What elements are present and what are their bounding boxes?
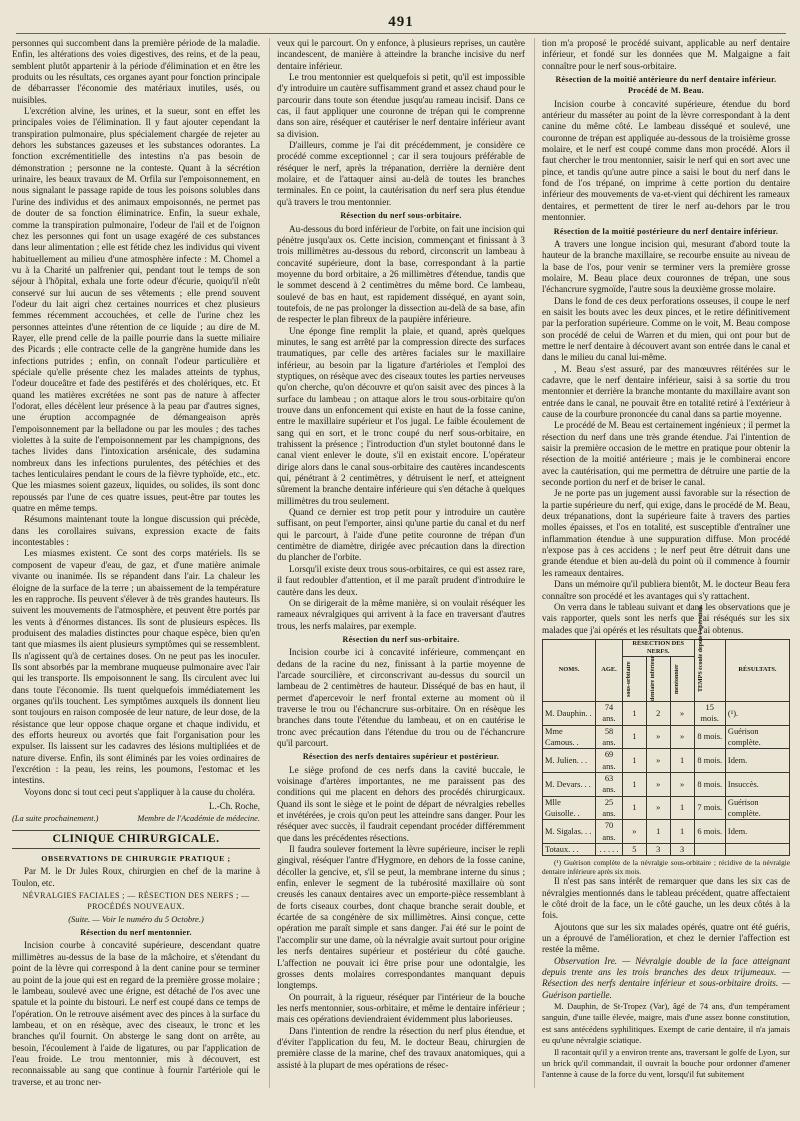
table-cell: » [646, 772, 670, 796]
paragraph: Dans le fond de ces deux perforations osseuses, il coupe le nerf en saisit les bouts avec les deux pinces, et le retire définitivement par la perforation supérieure. Comme on le voit, M. Beau compose son procédé de celui de Warren et du mien, qui ont pour but de mettre le nerf dentaire à découvert avant son entrée dans le canal et dans le milieu du canal lui-même. [542, 295, 790, 363]
table-row [543, 796, 790, 820]
table-total-row [543, 844, 790, 856]
paragraph: Il racontait qu'il y a environ trente ans, traversant le golfe de Lyon, sur un brick qu'il commandait, il ouvrait la bouche pour ordonner d'amener l'antenne à cause de la force du vent, lorsqu'il fut subitement [542, 1047, 790, 1080]
table-header-dentaire [646, 656, 670, 701]
article-subtitle: NÉVRALGIES FACIALES ; — RÉSECTION DES NERFS ; — PROCÉDÉS NOUVEAUX. [22, 891, 250, 912]
table-header-resection: RÉSECTION DES NERFS. [622, 639, 694, 656]
table-cell: 8 mois. [694, 772, 725, 796]
table-cell: . . . . . [596, 844, 623, 856]
table-cell: 69 ans. [596, 749, 623, 773]
paragraph: Incision courbe ici à concavité inférieure, commençant en dedans de la racine du nez, finissant à la partie moyenne de l'arcade sourcilière, et circonscrivant au-dessus du sourcil un lambeau de 2 centimètres de hauteur. Disséqué de bas en haut, il permet d'apercevoir le nerf frontal externe au moment où il traverse le trou ou l'échancrure sus-orbitaire. On en résèque les branches dans toute l'étendue du lambeau, et on en cautérise le tronc avec précaution dans l'étendue du trou ou de l'échancrure qu'il parcourt. [277, 647, 525, 748]
paragraph: On verra dans le tableau suivant et dans les observations que je vais rapporter, quels sont les nerfs que j'ai réséqués sur les six malades que j'ai opérés et les résultats que j'ai obtenus. [542, 601, 790, 635]
paragraph: Le trou mentonnier est quelquefois si petit, qu'il est impossible d'y introduire un cautère suffisamment grand et assez chaud pour le parcourir dans toute son étendue jusqu'au rameau incisif. Dans ce cas, il faut appliquer une couronne de trépan qui le comprenne dans son aire, réséquer et cautériser le nerf dentaire inférieur avant sa division. [277, 72, 525, 139]
table-row [543, 820, 790, 844]
paragraph: Le procédé de M. Beau est certainement ingénieux ; il permet la résection du nerf dans une très grande étendue. J'ai l'intention de saisir la première occasion de le mettre en pratique pour obtenir la résection de la moitié antérieure ; mais je le combinerai encore avec la cautérisation, qui me permettra de détruire une partie de la seconde portion du nerf et de briser le canal. [542, 420, 790, 488]
subsection-heading: Résection du nerf sus-orbitaire. [342, 634, 460, 644]
column-2 [269, 38, 525, 1088]
table-header-noms: NOMS. [543, 639, 596, 701]
paragraph: Au-dessous du bord inférieur de l'orbite, on fait une incision qui pénètre jusqu'aux os. Cette incision, commençant et finissant à 3 trois millimètres au-dessous du rebord, circonscrit un lambeau à concavité supérieure, dont la base, correspondant à la partie moyenne du bord orbitaire, a 26 millimètres d'étendue, tandis que le sommet descend à 2 centimètres du même bord. Ce lambeau, soulevé de bas en haut, est rapidement disséqué, en ayant soin, toutefois, de ne pas prolonger la dissection au-delà de sa base, afin de respecter le plan fibreux de la paupière inférieure. [277, 223, 525, 325]
subsection-heading: Résection de la moitié postérieure du nerf dentaire inférieur. [553, 226, 779, 236]
paragraph: personnes qui succombent dans la première période de la maladie. Enfin, les altérations des voies digestives, des reins, et de la peau, semblent plutôt appartenir à la période d'élimination et en être les produits ou les résultats, ces organes ayant pour fonction principale de débarrasser l'économie des matériaux inutiles, usés, ou nuisibles. [12, 38, 260, 105]
table-cell: M. Devars. . . [543, 772, 596, 796]
table-header-resultats: RÉSULTATS. [725, 639, 789, 701]
continuation-note: (Suite. — Voir le numéro du 5 Octobre.) [68, 913, 204, 924]
paragraph: M. Dauphin, de St-Tropez (Var), âgé de 74 ans, d'un tempérament sanguin, d'une taille élevée, maigre, mais d'une assez bonne constitution, est sans antécédens syphilitiques. Exempt de carie dentaire, il n'a jamais eu qu'une névralgie sciatique. [542, 1002, 790, 1046]
column-1 [12, 38, 260, 1088]
paragraph: D'ailleurs, comme je l'ai dit précédemment, je considère ce procédé comme exceptionnel ; car il sera toujours préférable de réséquer le nerf, après la trépanation, derrière la dernière dent molaire, et de l'attaquer ainsi au-delà de toutes les branches terminales. En ce point, la cautérisation du nerf sera plus étendue qu'à travers le trou mentonnier. [277, 140, 525, 207]
columns [12, 38, 790, 1088]
table-cell: 1 [670, 820, 694, 844]
divider [12, 830, 260, 831]
table-cell: 8 mois. [694, 725, 725, 749]
table-cell: 74 ans. [596, 701, 623, 725]
paragraph: On se dirigerait de la même manière, si on voulait réséquer les rameaux névralgiques qui arrivent à la face en traversant d'autres trous, les nerfs malaires, par exemple. [277, 597, 525, 631]
table-cell: (¹). [725, 701, 789, 725]
paragraph: Il faudra soulever fortement la lèvre supérieure, inciser le repli gingival, réséquer l'antre d'Hygmore, en dehors de la fosse canine, décoller la gencive, et, s'il se peut, la membrane interne du sinus ; enfin, enlever le segment de la tubérosité maxillaire où sont creusés les canaux dentaires avec un emporte-pièce ressemblant à de forts ciseaux courbes, dont chaque branche serait double, et écartée de sa congénère de six millimètres. Ainsi conçue, cette opération me paraît simple et sans danger. J'ai été sur le point de l'accomplir sur une dame, où la névralgie avait surtout pour origine les nerfs dentaires supérieur et postérieur du côté gauche. L'affection ne pouvait ici être prise pour une odontalgie, les grosses dents molaires correspondantes manquant depuis longtemps. [277, 844, 525, 991]
table-cell: 15 mois. [694, 701, 725, 725]
table-cell: 1 [622, 701, 646, 725]
table-cell: Idem. [725, 749, 789, 773]
table-cell: Insuccès. [725, 772, 789, 796]
table-cell: 7 mois. [694, 796, 725, 820]
article-title: OBSERVATIONS DE CHIRURGIE PRATIQUE ; [41, 854, 231, 864]
table-header-age: AGE. [596, 639, 623, 701]
table-row [543, 772, 790, 796]
table-cell: » [622, 820, 646, 844]
table-cell: Totaux. . . [543, 844, 596, 856]
subsection-heading: Résection de la moitié antérieure du nerf dentaire inférieur. Procédé de M. Beau. [555, 75, 777, 96]
table-cell [694, 844, 725, 856]
table-cell: 1 [670, 749, 694, 773]
paragraph: , M. Beau s'est assuré, par des manœuvres réitérées sur le cadavre, que le nerf dentaire inférieur, saisi à sa sortie du trou mentonnier et derrière la branche montante du maxillaire avant son entrée dans le canal, ne pouvait être en totalité retiré à l'extérieur à cause de la courbure prononcée du canal dans sa partie moyenne. [542, 363, 790, 419]
table-cell: Idem. [725, 820, 789, 844]
table-cell: 70 ans. [596, 820, 623, 844]
paragraph: Je ne porte pas un jugement aussi favorable sur la résection de la partie supérieure du nerf, qui exige, dans le procédé de M. Beau, deux trépanations, dont la supérieure faite à travers des parties molles épaisses, et l'os en totalité, est susceptible d'entraîner une inflammation étendue à une suppuration diffuse. Mon procédé n'expose pas à ces accidens ; le nerf peut être détruit dans une grande étendue et bien au-delà du point où il commence à fournir les rameaux dentaires. [542, 488, 790, 578]
table-cell: Mlle Guisolle. . [543, 796, 596, 820]
paragraph: Ajoutons que sur les six malades opérés, quatre ont été guéris, un a éprouvé de l'amélioration, et chez le dernier l'affection est restée la même. [542, 921, 790, 955]
author-signature: L.-Ch. Roche, [209, 801, 260, 812]
table-cell: Mme Camous. . [543, 725, 596, 749]
paragraph: Une éponge fine remplit la plaie, et quand, après quelques minutes, le sang est arrêté par la compression directe des surfaces traumatiques, par celle des artères faciales sur le maxillaire inférieur, au besoin par la ligature d'artérioles et l'emploi des styptiques, on résèque avec des ciseaux toutes les parties nerveuses qu'on cherche, qu'on découvre et qu'on saisit avec des pinces à la surface du lambeau ; on attaque alors le trou sous-orbitaire qu'on trouve dans un enfoncement qui existe en haut de la fosse canine, entre le maxillaire supérieur et l'os jugal. Le faible écoulement de sang qui en sort, et le tronc coupé du nerf sous-orbitaire, en trahissent la présence ; l'introduction d'un stylet boutonné dans le canal vient enlever le doute, s'il en existait encore. L'opérateur dirige alors dans le canal sous-orbitaire des cautères incandescents qui, pénétrant à 2 centimètres, y détruisent le nerf, et atteignent sûrement la branche dentaire inférieure qui s'en détache à quelques millimètres du trou seulement. [277, 325, 525, 506]
table-cell: 8 mois. [694, 749, 725, 773]
table-cell: 1 [646, 820, 670, 844]
table-header-temps [694, 605, 725, 701]
table-cell: » [646, 796, 670, 820]
column-3 [534, 38, 790, 1088]
table-header-sous-label: sous-orbitaire [625, 661, 632, 697]
table-header-ment-label: mentonnier [673, 664, 680, 694]
page-number: 491 [16, 14, 786, 34]
table-cell: Guérison complète. [725, 725, 789, 749]
table-cell: 1 [622, 796, 646, 820]
paragraph: Résumons maintenant toute la longue discussion qui précède, dans les corollaires suivans, expression exacte de faits incontestables : [12, 514, 260, 548]
table-cell: M. Sigalas. . . [543, 820, 596, 844]
subsection-heading: Résection des nerfs dentaires supérieur et postérieur. [302, 752, 500, 762]
table-cell: » [646, 725, 670, 749]
table-cell: » [646, 749, 670, 773]
paragraph: veux qui le parcourt. On y enfonce, à plusieurs reprises, un cautère incandescent, de manière à atteindre la branche incisive du nerf dentaire inférieur. [277, 38, 525, 71]
section-title: CLINIQUE CHIRURGICALE. [12, 834, 260, 849]
table-cell: 5 [622, 844, 646, 856]
table-row [543, 749, 790, 773]
paragraph: tion m'a proposé le procédé suivant, applicable au nerf dentaire inférieur, et fondé sur les données que M. Malgaigne a fait connaître pour le nerf sous-orbitaire. [542, 38, 790, 71]
paragraph: Voyons donc si tout ceci peut s'appliquer à la cause du choléra. [24, 786, 256, 797]
table-cell: 2 [646, 701, 670, 725]
subsection-heading: Résection du nerf sous-orbitaire. [340, 211, 462, 221]
paragraph: L'excrétion alvine, les urines, et la sueur, sont en effet les principales voies de l'élimination. Il y faut ajouter cependant la transpiration pulmonaire, plus spécialement chargée de rejeter au dehors les substances gazeuses et les substances odorantes. La fonction excrémentitielle des intestins n'a pas besoin de démonstration ; personne ne la conteste. Quant à la sécrétion urinaire, les beaux travaux de M. Orfila sur l'empoisonnement, en nous signalant le passage rapide de tous les poisons solubles dans l'urine des individus et des animaux empoisonnés, ne permet pas de douter de sa fonction éliminatrice. Enfin, la sueur exhale, comme la transpiration pulmonaire, l'odeur de l'ail et de l'oignon chez les personnes qui font un usage exagéré de ces substances dans leur alimentation ; elle est fétide chez les individus qui vivent habituellement au milieu d'une atmosphère infecte : M. Chomel a vu à la Charité un palfrenier qui, pendant tout le temps de son séjour à l'hôpital, exhala une forte odeur d'écurie, quoiqu'il n'eût conservé sur lui aucun de ses vêtements ; elle prend souvent l'odeur du lait aigri chez certaines nourrices et chez plusieurs femmes récemment accouchées, et celle de l'urine chez les personnes atteintes d'une rétention de ce liquide ; au dire de M. Rayer, elle prend celle de la paille pourrie dans la suette miliaire des Picards ; elle contracte celle de la gangrène humide dans les infections putrides ; enfin, on connaît l'odeur particulière et spéciale qu'elle présente chez les malades atteints de typhus, l'odeur douceâtre et fade des pestiférés et des cholériques, etc. Et quand les matières excrétées ne sont pas de nature à affecter l'odorat, elles décèlent leur présence à la peau par d'autres signes, une éruption accompagnée de démangeaison après l'empoisonnement par la belladone ou par les moules ; des taches violettes à la suite de l'empoisonnement par les champignons, des taches livides dans l'intoxication arsénicale, des sudamina nombreux dans les infections purulentes, des pétéchies et des taches lenticulaires pendant le cours de la fièvre typhoïde, etc., etc. Que les miasmes soient gazeux, liquides, ou solides, ils sont donc repoussés par l'une de ces quatre issues, peut-être par toutes les quatre en même temps. [12, 106, 260, 514]
table-cell: 3 [670, 844, 694, 856]
paragraph: Dans un mémoire qu'il publiera bientôt, M. le docteur Beau fera connaître son procédé et les avantages qui s'y rattachent. [542, 579, 790, 601]
paragraph: Lorsqu'il existe deux trous sous-orbitaires, ce qui est assez rare, il faut redoubler d'attention, et il me paraît prudent d'introduire le cautère dans les deux. [277, 563, 525, 597]
table-row [543, 701, 790, 725]
table-cell: 6 mois. [694, 820, 725, 844]
paragraph: On pourrait, à la rigueur, réséquer par l'intérieur de la bouche les nerfs mentonnier, sous-orbitaire, et même le dentaire inférieur ; mais ces opérations deviendraient évidemment plus laborieuses. [277, 991, 525, 1025]
table-row [543, 725, 790, 749]
subsection-heading: Résection du nerf mentonnier. [80, 928, 192, 938]
paragraph: Les miasmes existent. Ce sont des corps matériels. Ils se composent de vapeur d'eau, de gaz, et d'une matière animale vivante ou inanimée. Ils se répandent dans l'air. La chaleur les éloigne de la surface de la terre ; un abaissement de la température les en rapproche. Ils peuvent s'élever à de très grandes hauteurs. Ils suivent les mouvements de l'atmosphère, et peuvent être portés par les vents à d'énormes distances. Ils sont de plusieurs espèces. Ils produisent des maladies distinctes pour chaque espèce, bien qu'en tant que miasmes ils aient plusieurs symptômes qui se ressemblent. Ils n'agissent qu'à de certaines doses. On ne peut pas les inocuIer. Ils sont absorbés par la membrane muqueuse pulmonaire avec l'air qui les transporte. Ils empoisonnent le sang. Ils circulent avec lui dans toute l'économie. Ils tuent quelquefois immédiatement les organes qu'ils touchent. Les symptômes auxquels ils donnent lieu sont toujours en raison composée de leur nature, de leur dose, de la résistance que leur oppose chaque organe et chaque individu, et des efforts heureux ou avortés que fait l'organisation pour les expulser. Ils laissent sur les cadavres des lésions multipliées et de nature diverse. Enfin, ils sont éliminés par les voies ordinaires de l'excrétion : la peau, les reins, les poumons, l'estomac et les intestins. [12, 548, 260, 786]
paragraph: A travers une longue incision qui, mesurant d'abord toute la hauteur de la branche maxillaire, se recourbe ensuite au niveau de la base de l'os, pour venir se terminer vers la première grosse molaire, M. Beau place deux couronnes de trépan, une sous l'échancrure sygmoïde, l'autre sous la deuxième grosse molaire. [542, 238, 790, 295]
table-cell [725, 844, 789, 856]
article-author: Par M. le Dr Jules Roux, chirurgien en chef de la marine à Toulon, etc. [12, 866, 260, 888]
table-header-dentaire-label: dentaire inférieur [649, 655, 656, 701]
table-cell: 1 [622, 725, 646, 749]
table-header-temps-label: TEMPS écoulé depuis l'opération. [697, 605, 704, 693]
table-cell: 3 [646, 844, 670, 856]
paragraph: Dans l'intention de rendre la résection du nerf plus étendue, et d'éviter l'application du feu, M. le docteur Beau, chirurgien de première classe de la marine, chef des travaux anatomiques, qui a assisté à la plupart de mes opérations de résec- [277, 1025, 525, 1070]
table-cell: M. Dauphin. . [543, 701, 596, 725]
table-cell: 1 [670, 796, 694, 820]
table-header-sous-orbitaire [622, 656, 646, 701]
table-cell: 25 ans. [596, 796, 623, 820]
table-header-mentonnier [670, 656, 694, 701]
table-cell: M. Julien. . . [543, 749, 596, 773]
continuation-note: (La suite prochainement.) [12, 814, 99, 824]
table-cell: » [670, 772, 694, 796]
paragraph: Le siège profond de ces nerfs dans la cavité buccale, le voisinage d'artères importantes, ne me paraissent pas des conditions qui me placent en dehors des procédés chirurgicaux. Quand ils sont le siège et le point de départ de névralgies rebelles et invétérées, je crois qu'on peut les atteindre sans danger. Pour les réséquer avec succès, il faudrait cependant procéder différemment que dans les précédentes résections. [277, 764, 525, 843]
paragraph: Quand ce dernier est trop petit pour y introduire un cautère suffisant, on peut l'emporter, ainsi qu'une partie du canal et du nerf qui le parcourt, à l'aide d'une petite couronne de trépan d'un centimètre de diamètre, dirigée avec précaution dans la direction du plancher de l'orbite. [277, 507, 525, 563]
table-cell: » [670, 701, 694, 725]
table-cell: 1 [622, 749, 646, 773]
author-affiliation: Membre de l'Académie de médecine. [137, 814, 260, 824]
table-cell: 1 [622, 772, 646, 796]
table-cell: » [670, 725, 694, 749]
table-cell: 58 ans. [596, 725, 623, 749]
signature-row [12, 813, 260, 824]
table-cell: Guérison complète. [725, 796, 789, 820]
table-footnote: (¹) Guérison complète de la névralgie sous-orbitaire ; récidive de la névralgie dentaire inférieure après six mois. [542, 858, 790, 877]
paragraph: Incision courbe à concavité supérieure, descendant quatre millimètres au-dessus de la base de la mâchoire, et s'étendant du point de la lèvre qui correspond à la dent canine pour se terminer au point de la joue qui est en regard de la première grosse molaire ; le lambeau, soulevé avec une érigne, est détaché de l'os avec une spatule et la pointe du bistouri. Le nerf est coupé dans ce temps de l'opération. On le retrouve aisément avec des pinces à la surface du lambeau, et on en résèque, avec des ciseaux, le tronc et les branches qu'il fournit. On absterge le sang dont on arrête, au besoin, l'écoulement à l'aide de ligatures, ou par l'application de l'eau froide. Le trou mentonnier, mis à découvert, est reconnaissable au sang que continue à fournir l'artériole qui le traverse, et au tronc ner- [12, 940, 260, 1087]
table-cell: 63 ans. [596, 772, 623, 796]
paragraph: Incision courbe à concavité supérieure, étendue du bord antérieur du masséter au point de la lèvre correspondant à la dent canine du même côté. Le lambeau disséqué et soulevé, une couronne de trépan est appliquée au-dessous de la troisième grosse molaire, et le nerf est coupé comme dans mon procédé. Alors il faut chercher le trou mentonnier, saisir le nerf qui en sort avec une pince, et tandis qu'une autre pince a saisi le bout du nerf dans le fond de l'os trépané, on imprime à cette portion du dentaire inférieur des mouvements de va-et-vient qui déchirent les rameaux dentaires, et permettent de tirer le nerf au-dehors par le trou mentonnier. [542, 98, 790, 223]
paragraph: Il n'est pas sans intérêt de remarquer que dans les six cas de névralgies mentionnés dans le tableau précédent, quatre affectaient le côté droit de la face, un le côté gauche, un les deux côtés à la fois. [542, 876, 790, 921]
observation-heading: Observation Ire. — Névralgie double de la face atteignant depuis trente ans les trois branches des deux trijumeaux. — Résection des nerfs dentaire inférieur et sous-orbitaire droits. — Guérison partielle. [542, 955, 790, 1000]
